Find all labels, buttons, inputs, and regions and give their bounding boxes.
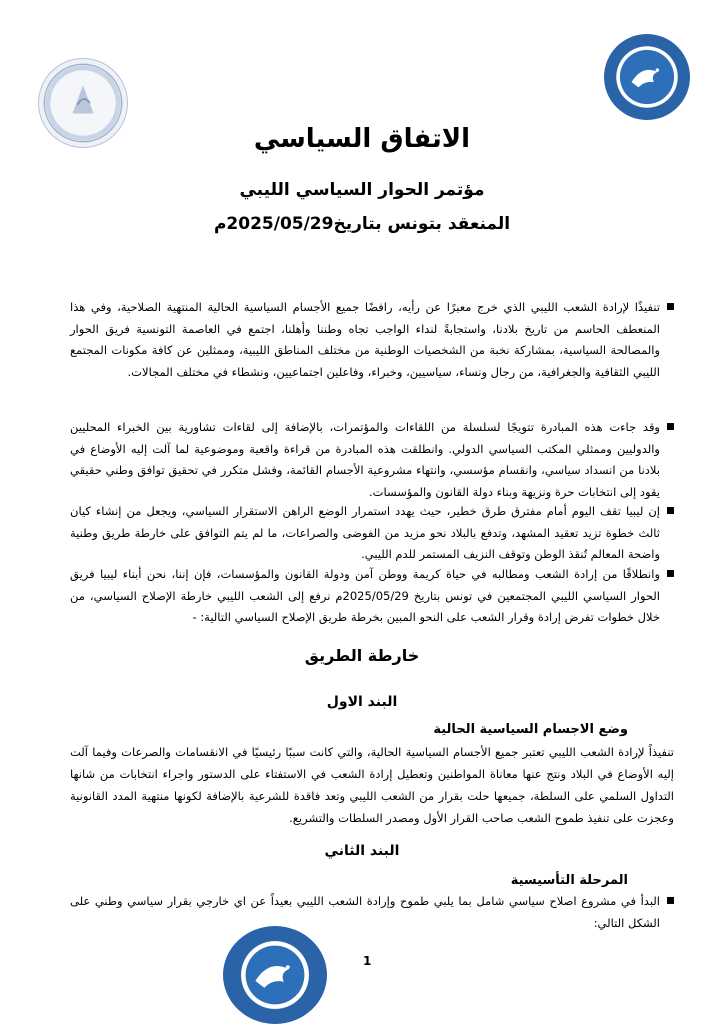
bullet-square-icon xyxy=(667,507,674,514)
intro-paragraph xyxy=(70,297,674,383)
bullet-square-icon xyxy=(667,423,674,430)
intro-paragraph xyxy=(70,417,674,503)
dove-emblem-logo xyxy=(604,34,690,120)
intro-paragraph xyxy=(70,564,674,629)
clause-text: البدأ في مشروع اصلاح سياسي شامل بما يلبي طموح وإرادة الشعب الليبي بعيداً عن اي خارجي بقرار سياسي وطني على الشكل التالي: xyxy=(70,894,660,930)
bullet-square-icon xyxy=(667,897,674,904)
clause-text: تنفيذاً لإرادة الشعب الليبي تعتبر جميع الأجسام السياسية الحالية، والتي كانت سببًا رئيسيًا في الانقسامات والصرعات وفيما آلت إليه الأوضاع في البلاد ونتج عنها معاناة المواطنين وتعطيل إرادة الشعب في الاستفتاء على الدستور واجراء انتخابات من شانها التداول السلمي على السلطة، جميعها حلت بقرار من الشعب الليبي وتعد فاقدة للشرعية بالإضافة لكونها منتهية المدد القانونية وعجزت على تنفيذ طموح الشعب صاحب القرار الأول ومصدر السلطات والتشريع. xyxy=(70,745,674,825)
roadmap-title: خارطة الطريق xyxy=(304,646,420,665)
paragraph-text: إن ليبيا تقف اليوم أمام مفترق طرق خطير، حيث يهدد استمرار الوضع الراهن الاستقرار السياسي، ويجعل من إنشاء كيان ثالث خطوة تزيد تعقيد المشهد، وتدفع بالبلاد نحو مزيد من الفوضى والصراعات، ما لم يتم التوافق على خارطة طريق وطنية واضحة المعالم تُنقذ الوطن وتوقف النزيف المستمر للدم الليبي. xyxy=(70,504,660,561)
dove-emblem-stamp xyxy=(223,926,327,1024)
page-number: 1 xyxy=(363,954,372,968)
section-title: وضع الاجسام السياسية الحالية xyxy=(433,722,628,737)
clause-heading: البند الاول xyxy=(326,694,398,710)
conference-name: مؤتمر الحوار السياسي الليبي xyxy=(239,180,485,200)
paragraph-text: تنفيذًا لإرادة الشعب الليبي الذي خرج معبرًا عن رأيه، رافضًا جميع الأجسام السياسية الحالية المنتهية الصلاحية، وفي هذا المنعطف الحاسم من تاريخ بلادنا، واستجابةً لنداء الواجب تجاه وطننا وأهلنا، اجتمع في العاصمة التونسية فريق الحوار والمصالحة السياسية، بمشاركة نخبة من الشخصيات الوطنية من مختلف المناطق الليبية، وممثلين عن كافة مكونات المجتمع الليبي الثقافية والجغرافية، من رجال ونساء، سياسيين، وخبراء، وفاعلين اجتماعيين، ونشطاء في مختلف المجالات. xyxy=(70,300,660,379)
paragraph-text: وقد جاءت هذه المبادرة تتويجًا لسلسلة من اللقاءات والمؤتمرات، بالإضافة إلى لقاءات تشاورية بين الخبراء المحليين والدوليين وممثلي المكتب السياسي الدولي. وانطلقت هذه المبادرة من قراءة واقعية وموضوعية لما آلت إليه الأوضاع في بلادنا من انسداد سياسي، وانقسام مؤسسي، وانتهاء مشروعية الأجسام القائمة، وفشل متكرر في تحقيق توافق وطني حقيقي يقود إلى انتخابات حرة ونزيهة وبناء دولة القانون والمؤسسات. xyxy=(70,420,660,499)
section-title: المرحلة التأسيسية xyxy=(510,873,628,888)
intro-paragraph xyxy=(70,501,674,566)
clause-heading: البند الثاني xyxy=(324,843,400,859)
conference-date: المنعقد بتونس بتاريخ2025/05/29م xyxy=(213,214,511,234)
clause-paragraph xyxy=(70,891,674,934)
paragraph-text: وانطلاقًا من إرادة الشعب ومطالبه في حياة كريمة ووطن آمن ودولة القانون والمؤسسات، فإن إننا، نحن أبناء ليبيا فريق الحوار السياسي الليبي المجتمعين في تونس بتاريخ 2025/05/29م نرفع إلى الشعب الليبي خارطة الإصلاح السياسي، من خلال خطوات تفرض إرادة وقرار الشعب على النحو المبين بخرطة طريق الإصلاح السياسي التالية: - xyxy=(70,567,661,624)
bullet-square-icon xyxy=(667,570,674,577)
document-title: الاتفاق السياسي xyxy=(253,124,471,154)
bullet-square-icon xyxy=(667,303,674,310)
